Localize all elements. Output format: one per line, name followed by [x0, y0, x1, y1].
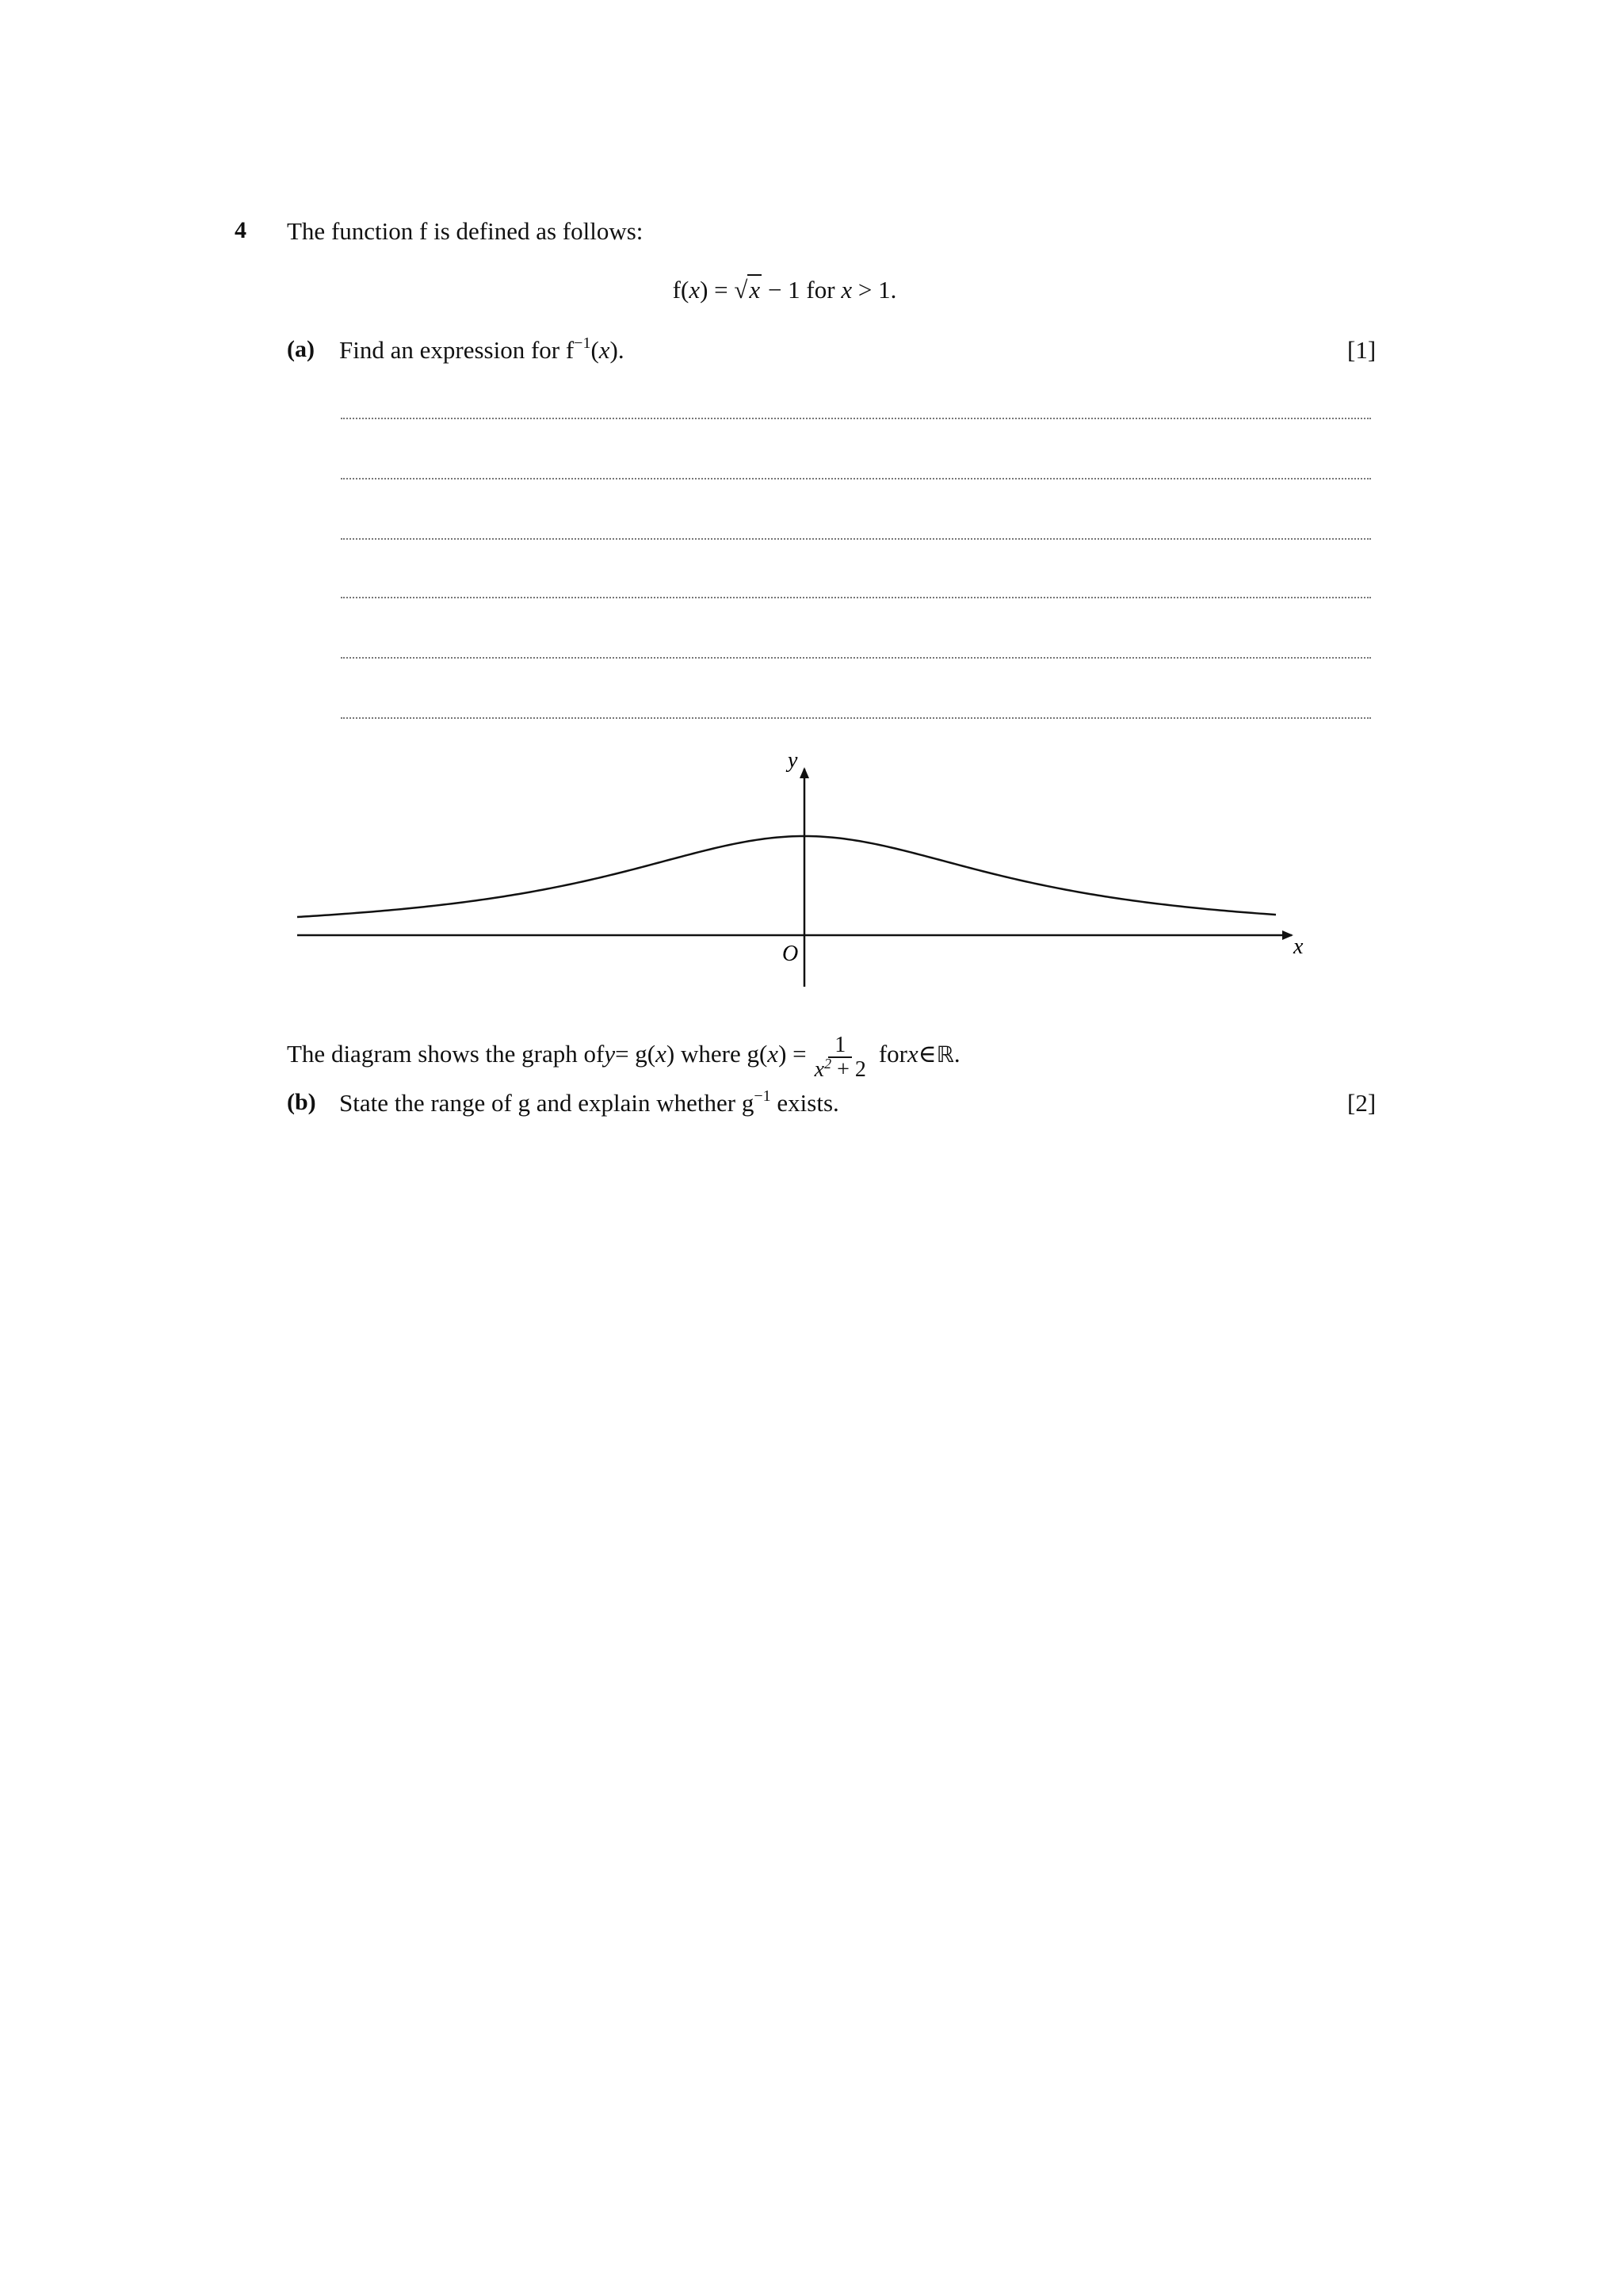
function-definition: f(x) = √x − 1 for x > 1.	[672, 276, 897, 304]
part-b-prompt: State the range of g and explain whether $g^{-1}$ exists.	[339, 1087, 839, 1117]
part-a-prompt: Find an expression for $f^{-1}(x)$.	[339, 334, 624, 364]
part-b-marks: [2]	[1347, 1089, 1377, 1117]
answer-line[interactable]	[341, 478, 1371, 479]
part-a-label: (a)	[287, 336, 315, 362]
answer-line[interactable]	[341, 597, 1371, 598]
answer-line[interactable]	[341, 657, 1371, 659]
question-intro: The function f is defined as follows:	[287, 217, 643, 245]
x-axis-label: x	[1293, 934, 1304, 959]
graph-diagram	[285, 745, 1331, 999]
part-a-marks: [1]	[1347, 336, 1377, 364]
curve-g	[297, 836, 1276, 917]
origin-label: O	[782, 942, 799, 966]
graph-description: The diagram shows the graph of y = g( x ) where g( x ) = $\frac{1}{x^2 + 2}$ for x ∈ ℝ .	[287, 1033, 960, 1083]
sqrt-expression: √x	[734, 276, 761, 304]
part-b-label: (b)	[287, 1089, 316, 1115]
question-number: 4	[235, 217, 246, 243]
y-axis-label: y	[788, 748, 798, 773]
answer-line[interactable]	[341, 538, 1371, 540]
answer-line[interactable]	[341, 717, 1371, 719]
answer-line[interactable]	[341, 418, 1371, 419]
fraction: $\frac{1}{x^2 + 2}$	[814, 1033, 866, 1083]
